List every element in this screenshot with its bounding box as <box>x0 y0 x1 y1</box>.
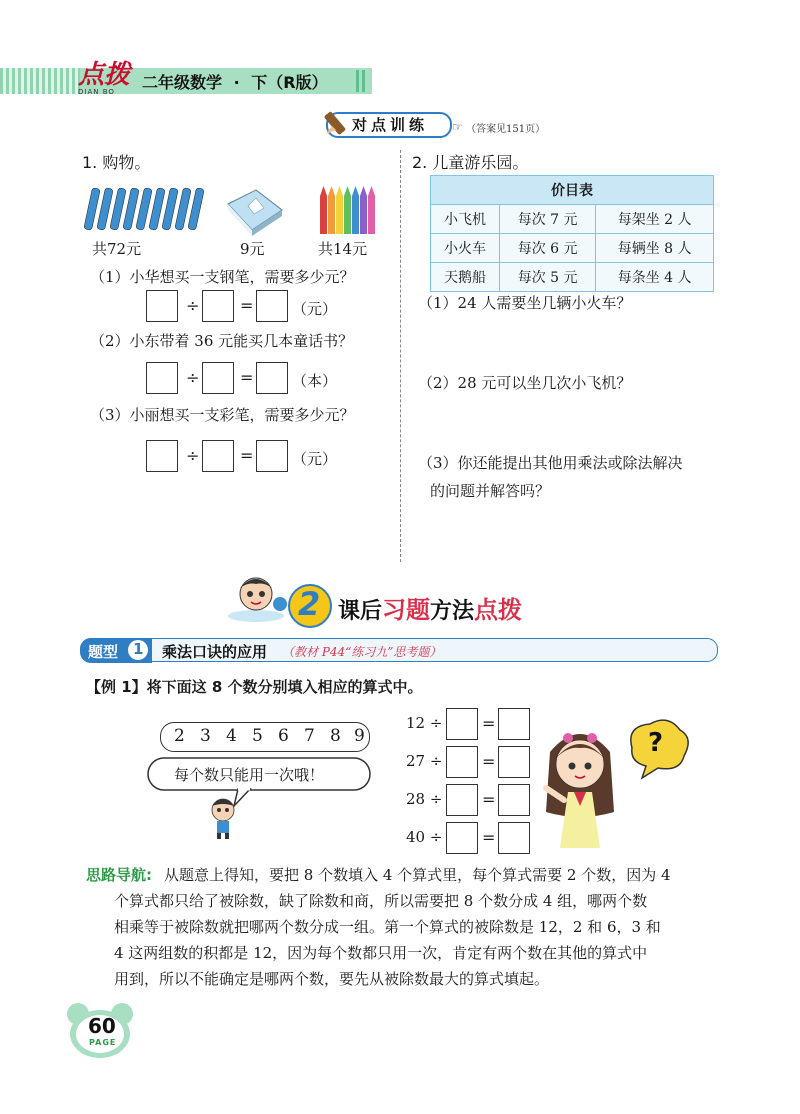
problem2-question1: （1）24 人需要坐几辆小火车？ <box>418 294 632 312</box>
equals-sign: = <box>240 446 254 465</box>
equation-lhs: 12 ÷ <box>406 714 443 732</box>
type-number: 1 <box>133 640 144 658</box>
column-divider <box>400 150 401 562</box>
type-title: 乘法口诀的应用 <box>162 643 268 661</box>
pencil-icon <box>322 104 356 138</box>
book-title: 二年级数学 · 下（R版） <box>142 73 328 92</box>
price-book: 9元 <box>240 240 265 258</box>
answer-box[interactable] <box>146 362 178 394</box>
question-mark: ? <box>648 728 664 758</box>
price-table <box>430 175 714 292</box>
speech-bubble-text: 每个数只能用一次哦！ <box>174 766 325 784</box>
section-banner-title: 对点训练 <box>352 116 429 134</box>
price-table-title: 价目表 <box>431 176 714 205</box>
number-card: 3 <box>200 726 211 746</box>
divide-sign: ÷ <box>186 446 200 465</box>
boy-cartoon-icon <box>208 796 238 840</box>
hint-line: 从题意上得知，要把 8 个数填入 4 个算式里，每个算式需要 2 个数，因为 4 <box>164 866 671 884</box>
table-cell: 每次 7 元 <box>499 205 595 234</box>
unit-label: （元） <box>292 300 338 318</box>
unit-label: （元） <box>292 450 338 468</box>
answer-box[interactable] <box>202 290 234 322</box>
table-cell: 小飞机 <box>431 205 500 234</box>
crayons-image <box>316 186 382 236</box>
equals-sign: = <box>482 752 496 771</box>
table-cell: 天鹅船 <box>431 263 500 292</box>
logo <box>78 58 134 100</box>
answer-box[interactable] <box>446 822 478 854</box>
problem2-question3-line1: （3）你还能提出其他用乘法或除法解决 <box>418 454 683 472</box>
equals-sign: = <box>240 368 254 387</box>
example-label: 【例 1】将下面这 8 个数分别填入相应的算式中。 <box>86 678 423 696</box>
equals-sign: = <box>482 714 496 733</box>
price-crayons: 共14元 <box>318 240 368 258</box>
girl-cartoon-icon <box>540 722 620 848</box>
table-cell: 每次 5 元 <box>499 263 595 292</box>
answer-box[interactable] <box>202 362 234 394</box>
unit-label: （本） <box>292 372 338 390</box>
logo-text: 点拨 <box>78 60 131 90</box>
pens-image <box>84 186 208 236</box>
problem2-question2: （2）28 元可以坐几次小飞机？ <box>418 374 632 392</box>
table-cell: 每次 6 元 <box>499 234 595 263</box>
equals-sign: = <box>240 296 254 315</box>
answer-box[interactable] <box>498 746 530 778</box>
equals-sign: = <box>482 828 496 847</box>
type-bar-label: 题型 <box>88 643 119 661</box>
boy-mascot-icon <box>226 574 292 624</box>
hint-line: 相乘等于被除数就把哪两个数分成一组。第一个算式的被除数是 12，2 和 6，3 和 <box>114 918 661 936</box>
header-stripes <box>0 68 80 94</box>
table-cell: 每条坐 4 人 <box>596 263 714 292</box>
divide-sign: ÷ <box>186 368 200 387</box>
number-card: 9 <box>354 726 365 746</box>
hand-pointer-icon: ☞ <box>452 120 463 134</box>
lesson-title: 课后习题方法点拨 <box>338 596 523 624</box>
number-card: 6 <box>278 726 289 746</box>
problem2-title: 2. 儿童游乐园。 <box>412 153 529 172</box>
answer-box[interactable] <box>202 440 234 472</box>
logo-sub: DIAN BO <box>78 88 115 96</box>
storybook-image <box>222 186 286 236</box>
table-cell: 小火车 <box>431 234 500 263</box>
table-cell: 每辆坐 8 人 <box>596 234 714 263</box>
equation-lhs: 40 ÷ <box>406 828 443 846</box>
price-pens: 共72元 <box>92 240 142 258</box>
problem1-question2: （2）小东带着 36 元能买几本童话书？ <box>90 332 354 350</box>
answer-box[interactable] <box>446 708 478 740</box>
equation-lhs: 27 ÷ <box>406 752 443 770</box>
header-end-marks <box>356 70 359 92</box>
page-number: 60 <box>88 1014 116 1038</box>
number-card: 8 <box>330 726 341 746</box>
answer-box[interactable] <box>446 746 478 778</box>
hint-line: 用到，所以不能确定是哪两个数，要先从被除数最大的算式填起。 <box>114 970 550 988</box>
problem2-question3-line2: 的问题并解答吗？ <box>430 482 551 500</box>
equals-sign: = <box>482 790 496 809</box>
answer-box[interactable] <box>146 290 178 322</box>
hint-line: 个算式都只给了被除数，缺了除数和商，所以需要把 8 个数分成 4 组，哪两个数 <box>114 892 648 910</box>
problem1-question3: （3）小丽想买一支彩笔，需要多少元？ <box>90 406 355 424</box>
type-source: （教材 P44“练习九”思考题） <box>282 645 442 659</box>
answer-box[interactable] <box>256 440 288 472</box>
answer-box[interactable] <box>498 822 530 854</box>
equation-lhs: 28 ÷ <box>406 790 443 808</box>
answer-box[interactable] <box>256 362 288 394</box>
answer-box[interactable] <box>446 784 478 816</box>
number-card: 5 <box>252 726 263 746</box>
answer-box[interactable] <box>498 784 530 816</box>
problem1-title: 1. 购物。 <box>82 153 151 172</box>
divide-sign: ÷ <box>186 296 200 315</box>
answer-box[interactable] <box>256 290 288 322</box>
lesson-number: 2 <box>298 585 321 623</box>
hint-label: 思路导航: <box>86 866 152 884</box>
number-card: 4 <box>226 726 237 746</box>
answer-reference: （答案见151页） <box>466 124 546 135</box>
answer-box[interactable] <box>498 708 530 740</box>
answer-box[interactable] <box>146 440 178 472</box>
problem1-question1: （1）小华想买一支钢笔，需要多少元？ <box>90 268 355 286</box>
page-label: PAGE <box>89 1038 117 1047</box>
number-card: 7 <box>304 726 315 746</box>
hint-line: 4 这两组数的积都是 12，因为每个数都只用一次，肯定有两个数在其他的算式中 <box>114 944 648 962</box>
number-card: 2 <box>174 726 185 746</box>
table-cell: 每架坐 2 人 <box>596 205 714 234</box>
